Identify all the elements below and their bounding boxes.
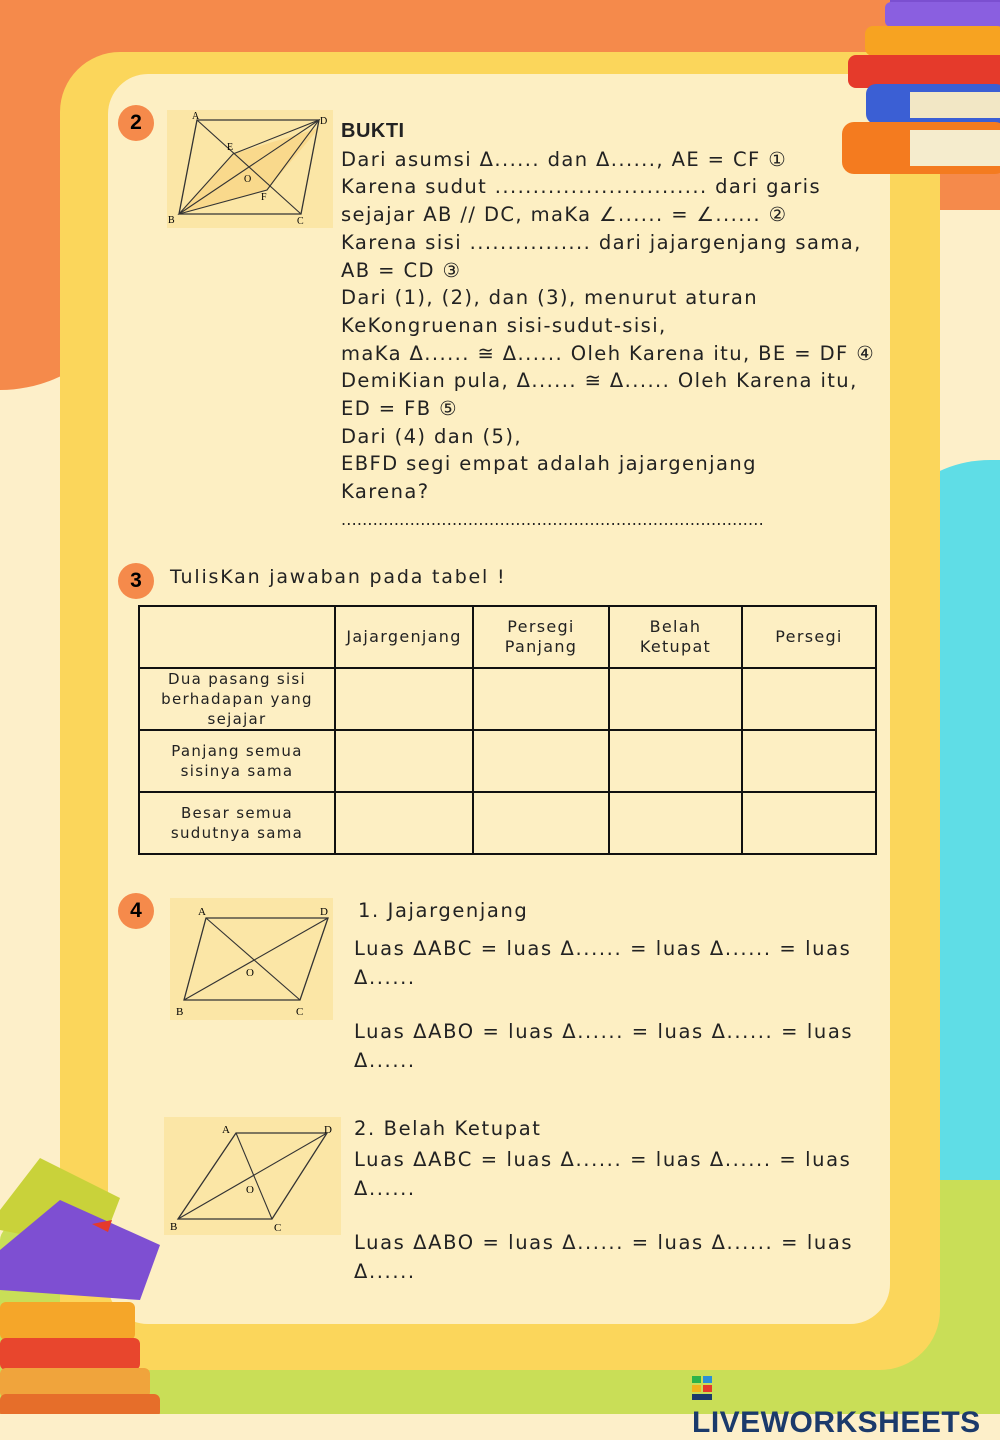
- fig2-label-d: D: [320, 116, 328, 127]
- table-row-label: Dua pasang sisi berhadapan yang sejajar: [139, 668, 335, 730]
- part1-line-1b: Δ......: [354, 966, 416, 989]
- proof-line-9: DemiKian pula, Δ...... ≅ Δ...... Oleh Karena itu,: [341, 369, 858, 393]
- table-answer-cell[interactable]: [335, 730, 473, 792]
- fig4b-label-c: C: [274, 1222, 282, 1234]
- figure-parallelogram-ebfd: [167, 110, 333, 228]
- part1-line-2: Luas ΔABO = luas Δ...... = luas Δ...... = luas: [354, 1020, 854, 1043]
- part2-line-1: Luas ΔABC = luas Δ...... = luas Δ...... = luas: [354, 1148, 852, 1171]
- fig2-label-a: A: [192, 111, 200, 122]
- part2-line-1b: Δ......: [354, 1177, 416, 1200]
- figure-jajargenjang: [170, 898, 333, 1020]
- table-header-belah-ketupat: Belah Ketupat: [609, 606, 742, 668]
- belah-ketupat-diagram: [164, 1117, 341, 1235]
- part2-line-2b: Δ......: [354, 1260, 416, 1283]
- table-answer-cell[interactable]: [609, 730, 742, 792]
- part2-title: 2. Belah Ketupat: [354, 1117, 542, 1140]
- fig2-label-o: O: [244, 174, 252, 185]
- part1-line-2b: Δ......: [354, 1049, 416, 1072]
- table-header-jajargenjang: Jajargenjang: [335, 606, 473, 668]
- table-row-label: Panjang semua sisinya sama: [139, 730, 335, 792]
- proof-line-6: Dari (1), (2), dan (3), menurut aturan: [341, 286, 758, 310]
- fig4b-label-b: B: [170, 1221, 178, 1233]
- table-answer-cell[interactable]: [473, 668, 609, 730]
- proof-line-4: Karena sisi ................ dari jajargenjang sama,: [341, 230, 862, 254]
- proof-text: [341, 118, 901, 534]
- table-instruction: TulisKan jawaban pada tabel !: [170, 566, 507, 588]
- fig2-label-c: C: [297, 216, 304, 227]
- proof-answer-blank[interactable]: ................................................................................: [341, 509, 764, 529]
- proof-line-10: ED = FB ⑤: [341, 397, 458, 421]
- proof-title: BUKTI: [341, 120, 405, 142]
- books-stack-bottom-left-icon: [0, 1150, 170, 1414]
- fig4a-label-b: B: [176, 1006, 184, 1018]
- proof-line-2: Karena sudut ............................ dari garis: [341, 175, 822, 199]
- section-3-number: 3: [118, 563, 154, 599]
- table-answer-cell[interactable]: [473, 730, 609, 792]
- properties-table: [138, 605, 877, 855]
- fig2-label-e: E: [227, 142, 234, 153]
- table-header-persegi-panjang: Persegi Panjang: [473, 606, 609, 668]
- logo-text: LIVEWORKSHEETS: [692, 1406, 981, 1439]
- table-answer-cell[interactable]: [335, 792, 473, 854]
- fig4a-label-c: C: [296, 1006, 304, 1018]
- proof-line-5: AB = CD ③: [341, 258, 462, 282]
- table-answer-cell[interactable]: [609, 668, 742, 730]
- proof-line-3: sejajar AB // DC, maKa ∠...... = ∠...... ②: [341, 203, 788, 227]
- fig4a-label-d: D: [320, 906, 328, 918]
- part1-title: 1. Jajargenjang: [358, 899, 529, 922]
- fig2-label-f: F: [261, 192, 267, 203]
- figure-belah-ketupat: [164, 1117, 341, 1235]
- liveworksheets-logo[interactable]: [692, 1372, 1000, 1440]
- liveworksheets-logo-icon: [692, 1376, 712, 1400]
- proof-line-1: Dari asumsi Δ...... dan Δ......, AE = CF ①: [341, 147, 788, 171]
- table-header-empty: [139, 606, 335, 668]
- part1-line-1: Luas ΔABC = luas Δ...... = luas Δ...... = luas: [354, 937, 852, 960]
- fig4b-label-o: O: [246, 1184, 254, 1196]
- table-answer-cell[interactable]: [609, 792, 742, 854]
- part2-line-2: Luas ΔABO = luas Δ...... = luas Δ...... = luas: [354, 1231, 854, 1254]
- table-header-persegi: Persegi: [742, 606, 876, 668]
- section-2-number: 2: [118, 105, 154, 141]
- table-row-label: Besar semua sudutnya sama: [139, 792, 335, 854]
- table-answer-cell[interactable]: [742, 792, 876, 854]
- section-4-number: 4: [118, 893, 154, 929]
- jajargenjang-diagram: [170, 898, 333, 1020]
- proof-line-11: Dari (4) dan (5),: [341, 424, 522, 448]
- proof-line-7: KeKongruenan sisi-sudut-sisi,: [341, 313, 667, 337]
- proof-line-8: maKa Δ...... ≅ Δ...... Oleh Karena itu, BE = DF ④: [341, 341, 876, 365]
- fig4b-label-a: A: [222, 1124, 230, 1136]
- proof-line-13: Karena?: [341, 480, 430, 504]
- fig4a-label-a: A: [198, 906, 206, 918]
- table-answer-cell[interactable]: [335, 668, 473, 730]
- fig2-label-b: B: [168, 215, 175, 226]
- proof-line-12: EBFD segi empat adalah jajargenjang: [341, 452, 757, 476]
- table-answer-cell[interactable]: [742, 668, 876, 730]
- fig4b-label-d: D: [324, 1124, 332, 1136]
- fig4a-label-o: O: [246, 967, 254, 979]
- table-answer-cell[interactable]: [742, 730, 876, 792]
- parallelogram-ebfd-diagram: [167, 110, 333, 228]
- table-answer-cell[interactable]: [473, 792, 609, 854]
